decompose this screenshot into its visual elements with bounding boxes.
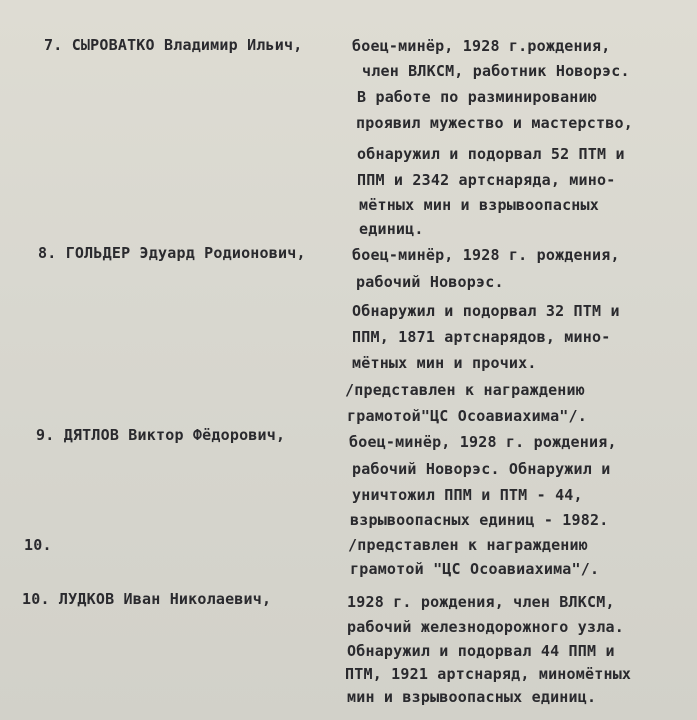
entry-7-text-line: В работе по разминированию bbox=[357, 88, 597, 106]
entry-9-name: 9. ДЯТЛОВ Виктор Фёдорович, bbox=[36, 426, 286, 444]
entry-7-text-line: единиц. bbox=[359, 220, 424, 238]
entry-10-number: 10. bbox=[24, 536, 52, 554]
entry-9-text-line: грамотой "ЦС Осоавиахима"/. bbox=[350, 560, 600, 578]
entry-7-name: 7. СЫРОВАТКО Владимир Ильич, bbox=[44, 36, 303, 54]
entry-7-text-line: проявил мужество и мастерство, bbox=[356, 114, 633, 132]
entry-10-text-line: ПТМ, 1921 артснаряд, миномётных bbox=[345, 665, 632, 683]
entry-9-text-line: взрывоопасных единиц - 1982. bbox=[350, 511, 609, 529]
entry-9-text-line: боец-минёр, 1928 г. рождения, bbox=[349, 433, 617, 451]
entry-9-text-line: рабочий Новорэс. Обнаружил и bbox=[352, 460, 611, 478]
entry-7-text-line: мётных мин и взрывоопасных bbox=[359, 196, 599, 214]
entry-7-text-line: ППМ и 2342 артснаряда, мино- bbox=[357, 171, 616, 189]
entry-10-text-line: рабочий железнодорожного узла. bbox=[347, 618, 624, 636]
entry-7-text-line: боец-минёр, 1928 г.рождения, bbox=[352, 37, 611, 55]
entry-8-text-line: Обнаружил и подорвал 32 ПТМ и bbox=[352, 302, 620, 320]
entry-10-name: 10. ЛУДКОВ Иван Николаевич, bbox=[22, 590, 272, 608]
entry-8-name: 8. ГОЛЬДЕР Эдуард Родионович, bbox=[38, 244, 306, 262]
entry-7-text-line: обнаружил и подорвал 52 ПТМ и bbox=[357, 145, 625, 163]
entry-8-text-line: боец-минёр, 1928 г. рождения, bbox=[352, 246, 620, 264]
entry-10-text-line: Обнаружил и подорвал 44 ППМ и bbox=[347, 642, 615, 660]
entry-8-text-line: мётных мин и прочих. bbox=[352, 354, 537, 372]
entry-10-text-line: мин и взрывоопасных единиц. bbox=[347, 688, 597, 706]
entry-8-text-line: /представлен к награждению bbox=[345, 381, 585, 399]
entry-8-text-line: ППМ, 1871 артснарядов, мино- bbox=[352, 328, 611, 346]
entry-9-text-line: уничтожил ППМ и ПТМ - 44, bbox=[352, 486, 583, 504]
entry-8-text-line: грамотой"ЦС Осоавиахима"/. bbox=[347, 407, 587, 425]
entry-10-text-line: 1928 г. рождения, член ВЛКСМ, bbox=[347, 593, 615, 611]
entry-9-text-line: /представлен к награждению bbox=[348, 536, 588, 554]
entry-8-text-line: рабочий Новорэс. bbox=[356, 273, 504, 291]
entry-7-text-line: член ВЛКСМ, работник Новорэс. bbox=[362, 62, 630, 80]
